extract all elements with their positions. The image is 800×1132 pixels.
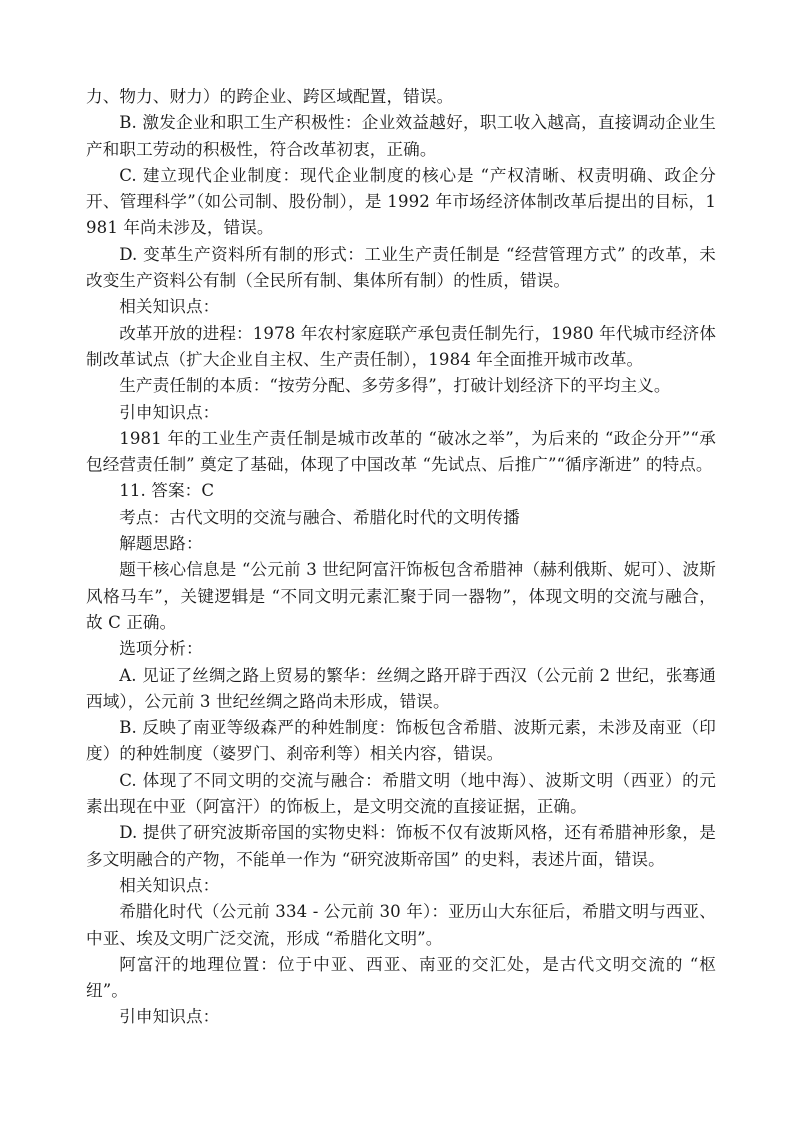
- option-analysis: B. 反映了南亚等级森严的种姓制度：饰板包含希腊、波斯元素，未涉及南亚（印度）的种姓制度（婆罗门、刹帝利等）相关内容，错误。: [86, 718, 716, 764]
- section-heading: 相关知识点：: [119, 297, 220, 317]
- answer-line: 11. 答案：C: [119, 481, 215, 501]
- paragraph: C. 建立现代企业制度：现代企业制度的核心是 “产权清晰、权责明确、政企分开、管理科学”（如公司制、股份制），是 1992 年市场经济体制改革后提出的目标，1981 年尚未涉及，错误。: [86, 165, 716, 238]
- section-heading: 解题思路：: [119, 534, 203, 554]
- paragraph: 力、物力、财力）的跨企业、跨区域配置，错误。: [86, 87, 454, 106]
- exam-point: 考点：古代文明的交流与融合、希腊化时代的文明传播: [119, 507, 520, 527]
- option-analysis: D. 提供了研究波斯帝国的实物史料：饰板不仅有波斯风格，还有希腊神形象，是多文明融合的产物，不能单一作为 “研究波斯帝国” 的史料，表述片面，错误。: [86, 823, 716, 869]
- paragraph: 题干核心信息是 “公元前 3 世纪阿富汗饰板包含希腊神（赫利俄斯、妮可）、波斯风格马车”，关键逻辑是 “不同文明元素汇聚于同一器物”，体现文明的交流与融合，故 C 正确。: [86, 560, 716, 632]
- section-heading: 选项分析：: [119, 639, 203, 659]
- paragraph: 阿富汗的地理位置：位于中亚、西亚、南亚的交汇处，是古代文明交流的 “枢纽”。: [86, 954, 716, 1001]
- paragraph: 改革开放的进程：1978 年农村家庭联产承包责任制先行，1980 年代城市经济体制改革试点（扩大企业自主权、生产责任制），1984 年全面推开城市改革。: [86, 323, 717, 369]
- section-heading: 引申知识点：: [119, 1007, 220, 1027]
- document-page: [86, 84, 716, 1031]
- option-analysis: A. 见证了丝绸之路上贸易的繁华：丝绸之路开辟于西汉（公元前 2 世纪，张骞通西域），公元前 3 世纪丝绸之路尚未形成，错误。: [86, 665, 716, 711]
- paragraph: B. 激发企业和职工生产积极性：企业效益越好，职工收入越高，直接调动企业生产和职工劳动的积极性，符合改革初衷，正确。: [86, 113, 716, 159]
- paragraph: 1981 年的工业生产责任制是城市改革的 “破冰之举”，为后来的 “政企分开”“承包经营责任制” 奠定了基础，体现了中国改革 “先试点、后推广”“循序渐进” 的特点。: [86, 428, 716, 475]
- paragraph: D. 变革生产资料所有制的形式：工业生产责任制是 “经营管理方式” 的改革，未改变生产资料公有制（全民所有制、集体所有制）的性质，错误。: [86, 244, 716, 291]
- section-heading: 引申知识点：: [119, 402, 220, 422]
- option-analysis: C. 体现了不同文明的交流与融合：希腊文明（地中海）、波斯文明（西亚）的元素出现在中亚（阿富汗）的饰板上，是文明交流的直接证据，正确。: [86, 770, 716, 817]
- paragraph: 希腊化时代（公元前 334 - 公元前 30 年）：亚历山大东征后，希腊文明与西亚、中亚、埃及文明广泛交流，形成 “希腊化文明”。: [86, 902, 716, 948]
- paragraph: 生产责任制的本质：“按劳分配、多劳多得”，打破计划经济下的平均主义。: [119, 376, 671, 396]
- section-heading: 相关知识点：: [119, 875, 220, 895]
